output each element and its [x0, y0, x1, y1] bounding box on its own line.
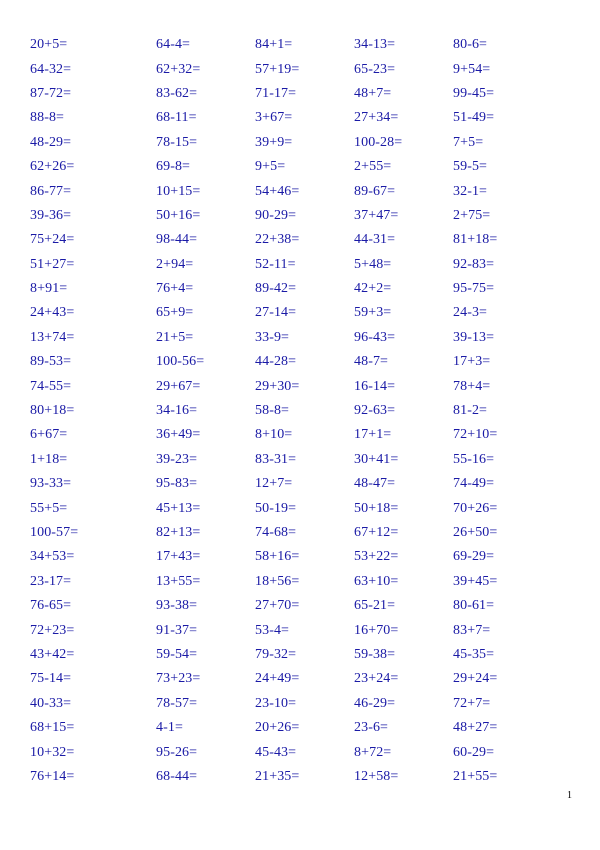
arithmetic-problem: 21+5=	[156, 329, 194, 345]
arithmetic-problem: 71-17=	[255, 85, 297, 101]
arithmetic-problem: 43+42=	[30, 646, 75, 662]
arithmetic-problem: 1+18=	[30, 451, 68, 467]
arithmetic-problem: 82+13=	[156, 525, 201, 540]
arithmetic-problem: 96-43=	[354, 329, 396, 345]
arithmetic-problem: 65+9=	[156, 305, 194, 321]
arithmetic-problem: 68+15=	[30, 720, 75, 736]
arithmetic-problem: 39-23=	[156, 451, 198, 467]
arithmetic-problem: 18+56=	[255, 573, 300, 589]
arithmetic-problem: 65-21=	[354, 598, 396, 614]
arithmetic-problem: 32-1=	[453, 183, 488, 199]
arithmetic-problem: 51-49=	[453, 110, 495, 126]
arithmetic-problem: 8+10=	[255, 427, 293, 443]
arithmetic-problem: 92-83=	[453, 256, 495, 272]
arithmetic-problem: 48-47=	[354, 476, 396, 492]
arithmetic-problem: 59-38=	[354, 646, 396, 662]
arithmetic-problem: 95-75=	[453, 281, 495, 297]
arithmetic-problem: 44-28=	[255, 354, 297, 370]
arithmetic-problem: 13+55=	[156, 573, 201, 589]
arithmetic-problem: 100-28=	[354, 134, 403, 150]
problem-row	[30, 667, 570, 691]
arithmetic-problem: 59-5=	[453, 159, 488, 175]
arithmetic-problem: 45-43=	[255, 744, 297, 760]
problem-row	[30, 594, 570, 618]
arithmetic-problem: 37+47=	[354, 207, 399, 223]
problem-row	[30, 570, 570, 594]
arithmetic-problem: 68-11=	[156, 110, 197, 126]
arithmetic-problem: 95-83=	[156, 476, 198, 492]
problem-row	[30, 740, 570, 764]
problem-row	[30, 301, 570, 325]
arithmetic-problem: 73+23=	[156, 671, 201, 687]
arithmetic-problem: 8+72=	[354, 744, 392, 760]
arithmetic-problem: 12+58=	[354, 768, 399, 784]
arithmetic-problem: 27+34=	[354, 110, 399, 126]
arithmetic-problem: 75+24=	[30, 232, 75, 248]
arithmetic-problem: 55-16=	[453, 451, 495, 467]
arithmetic-problem: 34+53=	[30, 549, 75, 565]
problem-row	[30, 618, 570, 642]
arithmetic-problem: 48-29=	[30, 134, 72, 150]
problem-row	[30, 204, 570, 228]
arithmetic-problem: 74-49=	[453, 476, 495, 492]
arithmetic-problem: 22+38=	[255, 232, 300, 248]
problem-row	[30, 228, 570, 252]
arithmetic-problem: 29+67=	[156, 378, 201, 394]
problem-row	[30, 82, 570, 106]
arithmetic-problem: 64-32=	[30, 61, 72, 77]
arithmetic-problem: 9+54=	[453, 61, 491, 77]
problem-row	[30, 350, 570, 374]
arithmetic-problem: 78+4=	[453, 378, 491, 394]
arithmetic-problem: 74-55=	[30, 378, 72, 394]
problem-row	[30, 692, 570, 716]
arithmetic-problem: 12+7=	[255, 476, 293, 492]
arithmetic-problem: 34-13=	[354, 37, 396, 53]
arithmetic-problem: 5+48=	[354, 256, 392, 272]
arithmetic-problem: 74-68=	[255, 525, 297, 540]
arithmetic-problem: 83+7=	[453, 622, 491, 638]
arithmetic-problem: 100-57=	[30, 525, 79, 540]
arithmetic-problem: 24+43=	[30, 305, 75, 321]
arithmetic-problem: 23+24=	[354, 671, 399, 687]
arithmetic-problem: 34-16=	[156, 403, 198, 419]
arithmetic-problem: 91-37=	[156, 622, 198, 638]
arithmetic-problem: 83-62=	[156, 85, 198, 101]
arithmetic-problem: 46-29=	[354, 695, 396, 711]
arithmetic-problem: 78-15=	[156, 134, 198, 150]
arithmetic-problem: 8+91=	[30, 281, 68, 297]
arithmetic-problem: 17+3=	[453, 354, 491, 370]
problem-row	[30, 765, 570, 789]
arithmetic-problem: 64-4=	[156, 37, 191, 53]
arithmetic-problem: 6+67=	[30, 427, 68, 443]
arithmetic-problem: 16-14=	[354, 378, 396, 394]
arithmetic-problem: 79-32=	[255, 646, 297, 662]
arithmetic-problem: 23-6=	[354, 720, 389, 736]
arithmetic-problem: 62+26=	[30, 159, 75, 175]
arithmetic-problem: 68-44=	[156, 768, 198, 784]
arithmetic-problem: 99-45=	[453, 85, 495, 101]
arithmetic-problem: 100-56=	[156, 354, 205, 370]
arithmetic-problem: 63+10=	[354, 573, 399, 589]
arithmetic-problem: 98-44=	[156, 232, 198, 248]
arithmetic-problem: 45-35=	[453, 646, 495, 662]
arithmetic-problem: 59-54=	[156, 646, 198, 662]
arithmetic-problem: 23-17=	[30, 573, 72, 589]
arithmetic-problem: 16+70=	[354, 622, 399, 638]
arithmetic-problem: 50+16=	[156, 207, 201, 223]
problem-row	[30, 33, 570, 57]
arithmetic-problem: 58+16=	[255, 549, 300, 565]
problem-row	[30, 472, 570, 496]
arithmetic-problem: 72+10=	[453, 427, 498, 443]
arithmetic-problem: 29+24=	[453, 671, 498, 687]
arithmetic-problem: 62+32=	[156, 61, 201, 77]
arithmetic-problem: 24-3=	[453, 305, 488, 321]
arithmetic-problem: 50+18=	[354, 500, 399, 516]
arithmetic-problem: 72+23=	[30, 622, 75, 638]
arithmetic-problem: 90-29=	[255, 207, 297, 223]
arithmetic-problem: 33-9=	[255, 329, 290, 345]
arithmetic-problem: 55+5=	[30, 500, 68, 516]
arithmetic-problem: 21+55=	[453, 768, 498, 784]
problem-row	[30, 423, 570, 447]
arithmetic-problem: 89-42=	[255, 281, 297, 297]
arithmetic-problem: 39-36=	[30, 207, 72, 223]
problem-row	[30, 253, 570, 277]
arithmetic-problem: 39-13=	[453, 329, 495, 345]
arithmetic-problem: 27+70=	[255, 598, 300, 614]
arithmetic-problem: 23-10=	[255, 695, 297, 711]
arithmetic-problem: 48+27=	[453, 720, 498, 736]
arithmetic-problem: 92-63=	[354, 403, 396, 419]
problem-row	[30, 545, 570, 569]
problem-row	[30, 57, 570, 81]
problem-row	[30, 496, 570, 520]
arithmetic-problem: 24+49=	[255, 671, 300, 687]
arithmetic-problem: 51+27=	[30, 256, 75, 272]
arithmetic-problem: 39+45=	[453, 573, 498, 589]
arithmetic-problem: 48+7=	[354, 85, 392, 101]
arithmetic-problem: 93-33=	[30, 476, 72, 492]
arithmetic-problem: 44-31=	[354, 232, 396, 248]
problem-row	[30, 374, 570, 398]
arithmetic-problem: 53+22=	[354, 549, 399, 565]
problem-row	[30, 399, 570, 423]
arithmetic-problem: 83-31=	[255, 451, 297, 467]
problem-row	[30, 179, 570, 203]
arithmetic-problem: 81-2=	[453, 403, 488, 419]
arithmetic-problem: 13+74=	[30, 329, 75, 345]
arithmetic-problem: 81+18=	[453, 232, 498, 248]
arithmetic-problem: 9+5=	[255, 159, 286, 175]
arithmetic-problem: 53-4=	[255, 622, 290, 638]
arithmetic-problem: 26+50=	[453, 525, 498, 540]
arithmetic-problem: 4-1=	[156, 720, 183, 736]
arithmetic-problem: 52-11=	[255, 256, 296, 272]
arithmetic-problem: 65-23=	[354, 61, 396, 77]
arithmetic-worksheet	[30, 33, 570, 789]
arithmetic-problem: 27-14=	[255, 305, 297, 321]
arithmetic-problem: 80-61=	[453, 598, 495, 614]
problem-row	[30, 643, 570, 667]
arithmetic-problem: 89-53=	[30, 354, 72, 370]
arithmetic-problem: 87-72=	[30, 85, 72, 101]
arithmetic-problem: 30+41=	[354, 451, 399, 467]
page-number: 1	[567, 790, 572, 801]
problem-row	[30, 448, 570, 472]
arithmetic-problem: 86-77=	[30, 183, 72, 199]
arithmetic-problem: 10+15=	[156, 183, 201, 199]
arithmetic-problem: 39+9=	[255, 134, 293, 150]
arithmetic-problem: 58-8=	[255, 403, 290, 419]
arithmetic-problem: 50-19=	[255, 500, 297, 516]
arithmetic-problem: 80+18=	[30, 403, 75, 419]
arithmetic-problem: 89-67=	[354, 183, 396, 199]
arithmetic-problem: 10+32=	[30, 744, 75, 760]
arithmetic-problem: 76+4=	[156, 281, 194, 297]
problem-row	[30, 131, 570, 155]
arithmetic-problem: 54+46=	[255, 183, 300, 199]
arithmetic-problem: 60-29=	[453, 744, 495, 760]
arithmetic-problem: 29+30=	[255, 378, 300, 394]
arithmetic-problem: 36+49=	[156, 427, 201, 443]
arithmetic-problem: 69-8=	[156, 159, 191, 175]
arithmetic-problem: 2+55=	[354, 159, 392, 175]
arithmetic-problem: 70+26=	[453, 500, 498, 516]
arithmetic-problem: 17+43=	[156, 549, 201, 565]
arithmetic-problem: 48-7=	[354, 354, 389, 370]
arithmetic-problem: 59+3=	[354, 305, 392, 321]
arithmetic-problem: 21+35=	[255, 768, 300, 784]
arithmetic-problem: 75-14=	[30, 671, 72, 687]
arithmetic-problem: 78-57=	[156, 695, 198, 711]
arithmetic-problem: 20+5=	[30, 37, 68, 53]
arithmetic-problem: 40-33=	[30, 695, 72, 711]
arithmetic-problem: 72+7=	[453, 695, 491, 711]
problem-row	[30, 716, 570, 740]
arithmetic-problem: 93-38=	[156, 598, 198, 614]
arithmetic-problem: 7+5=	[453, 134, 484, 150]
arithmetic-problem: 88-8=	[30, 110, 65, 126]
arithmetic-problem: 95-26=	[156, 744, 198, 760]
problem-row	[30, 155, 570, 179]
arithmetic-problem: 80-6=	[453, 37, 488, 53]
arithmetic-problem: 76-65=	[30, 598, 72, 614]
arithmetic-problem: 42+2=	[354, 281, 392, 297]
arithmetic-problem: 84+1=	[255, 37, 293, 53]
arithmetic-problem: 76+14=	[30, 768, 75, 784]
arithmetic-problem: 57+19=	[255, 61, 300, 77]
arithmetic-problem: 3+67=	[255, 110, 293, 126]
arithmetic-problem: 20+26=	[255, 720, 300, 736]
arithmetic-problem: 67+12=	[354, 525, 399, 540]
problem-row	[30, 106, 570, 130]
arithmetic-problem: 69-29=	[453, 549, 495, 565]
problem-row	[30, 277, 570, 301]
arithmetic-problem: 2+94=	[156, 256, 194, 272]
arithmetic-problem: 17+1=	[354, 427, 392, 443]
problem-row	[30, 326, 570, 350]
arithmetic-problem: 45+13=	[156, 500, 201, 516]
arithmetic-problem: 2+75=	[453, 207, 491, 223]
problem-row	[30, 521, 570, 545]
